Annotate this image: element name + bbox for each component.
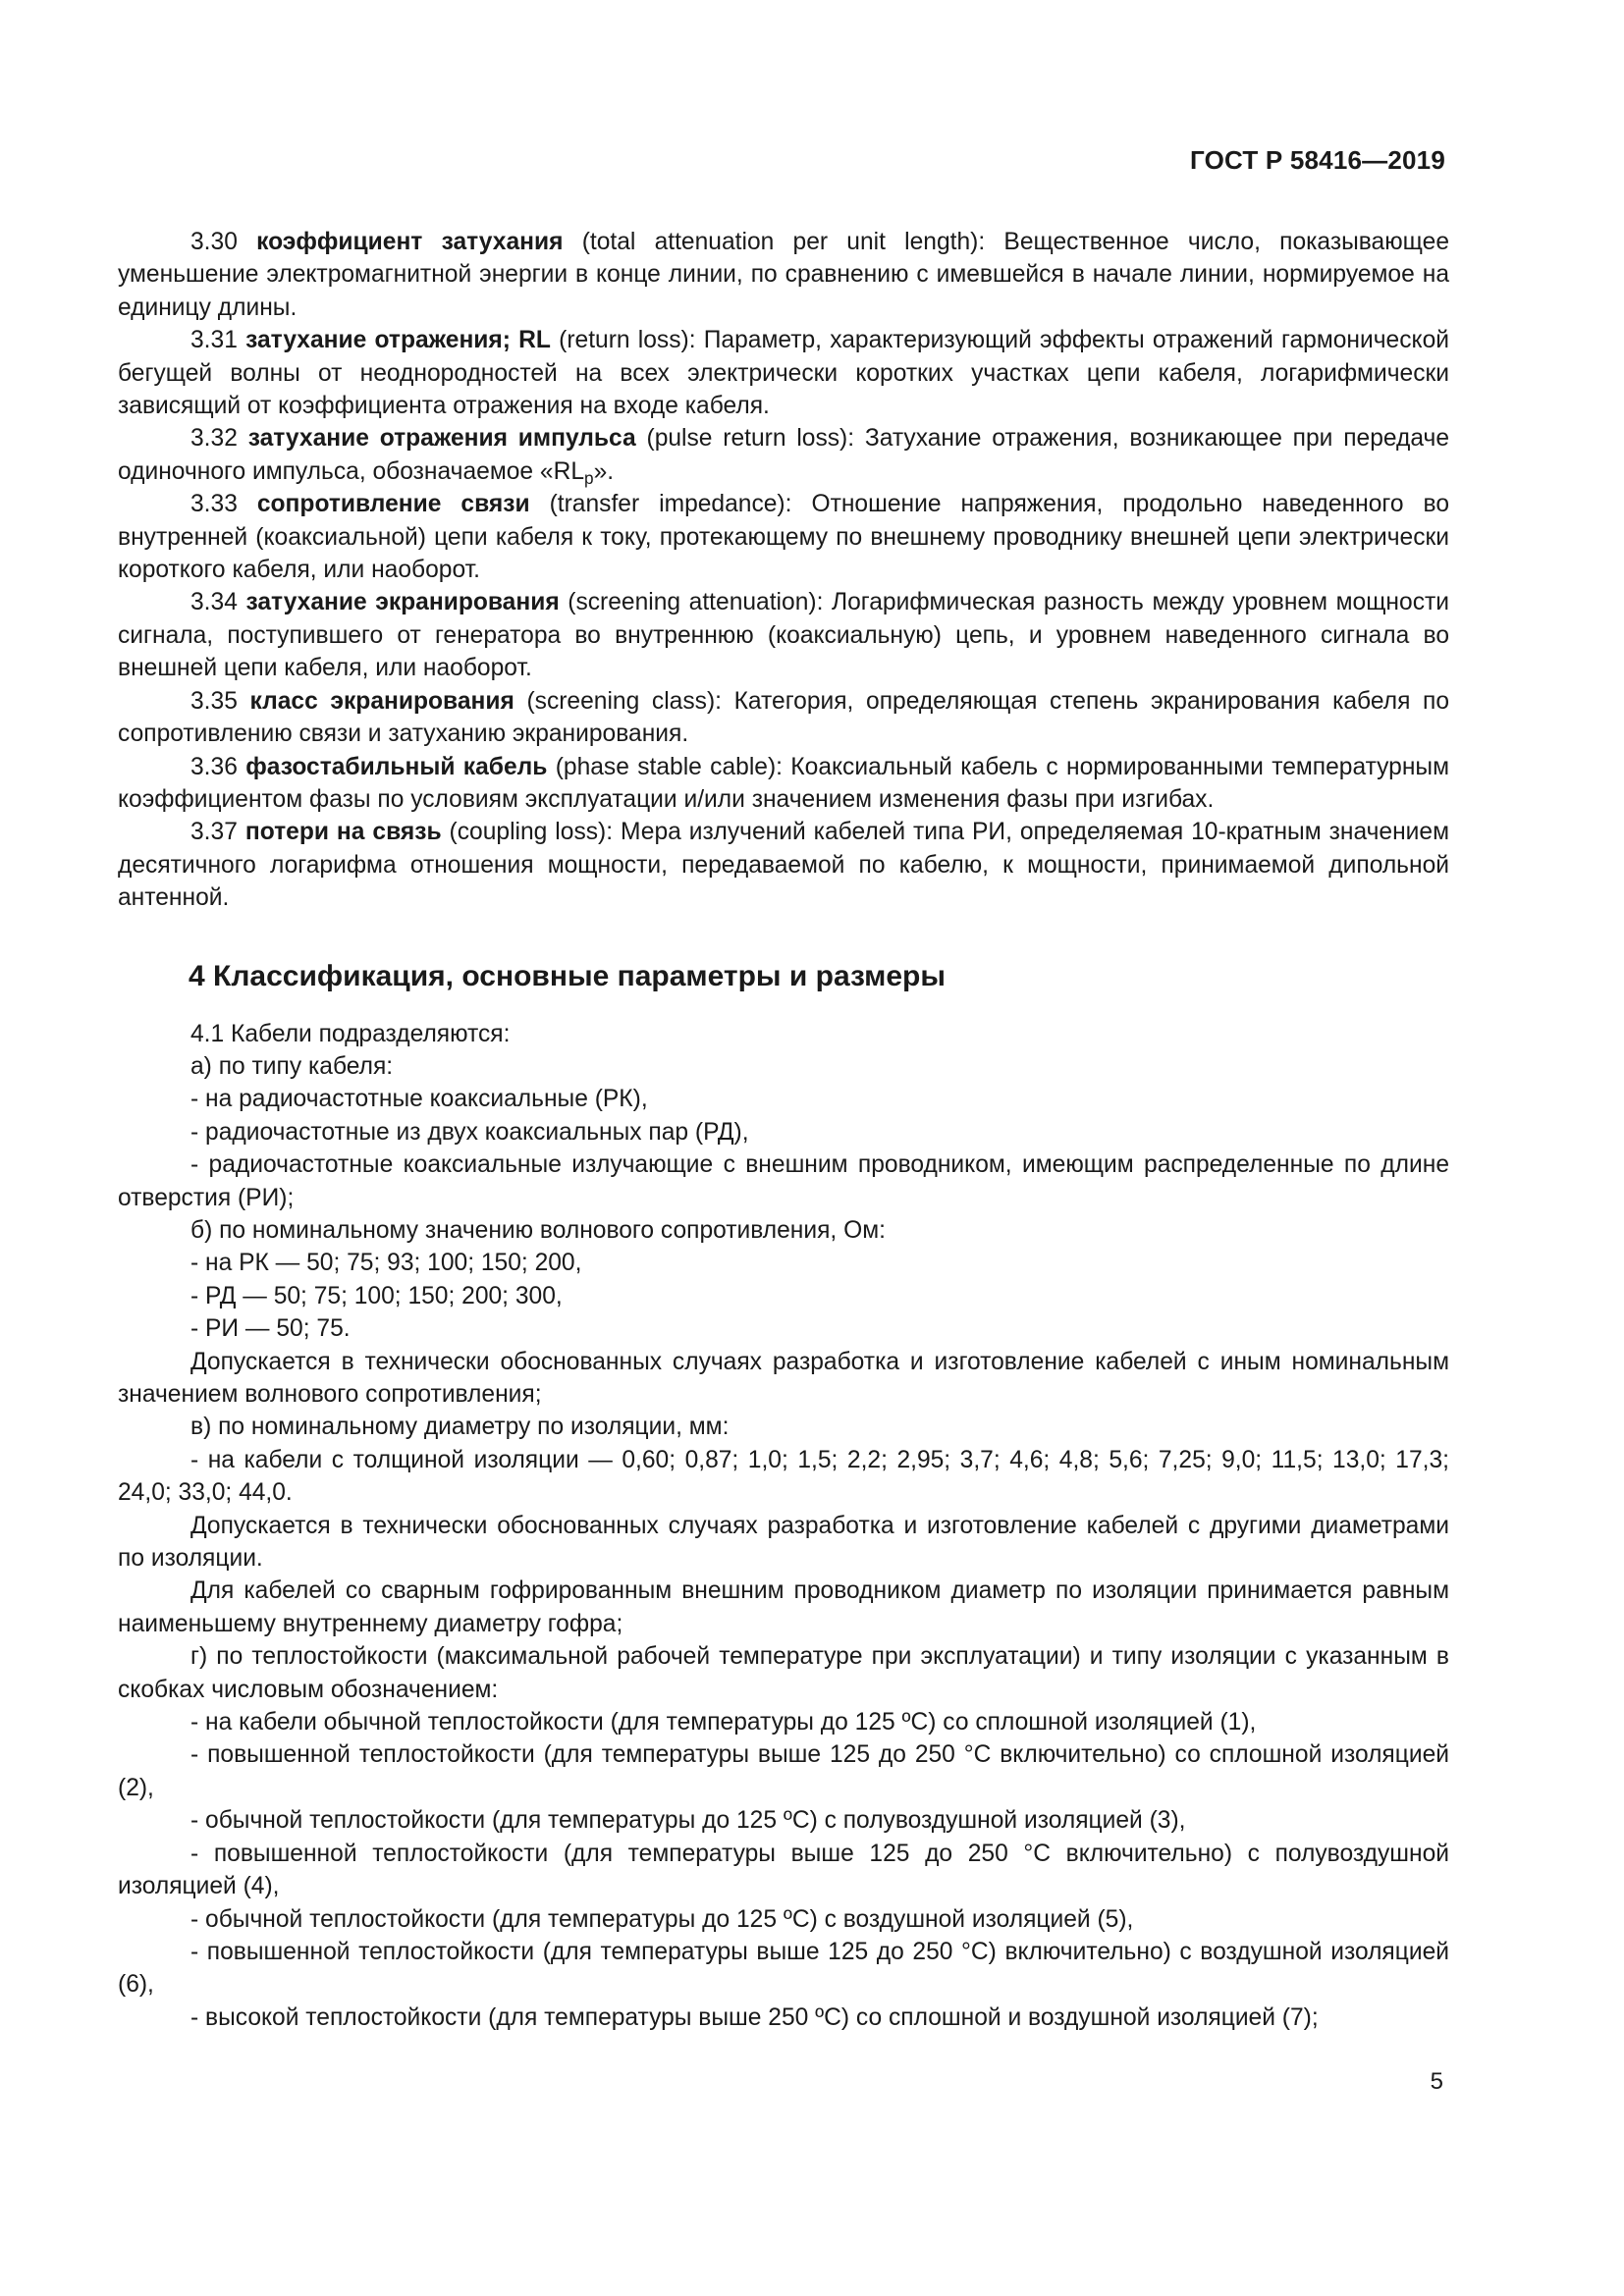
definition-number: 3.36 [190, 753, 238, 780]
definition-text: (total attenuation per unit length): Вещественное число, показывающее уменьшение электромагнитной энергии в конце линии, по сравнению с имевшейся в начале линии, нормируемое на единицу длины. [118, 229, 1449, 321]
definition-3-36 [118, 751, 1449, 817]
definition-3-37 [118, 816, 1449, 914]
paragraph: - РИ — 50; 75. [190, 1315, 351, 1343]
paragraph: Допускается в технически обоснованных случаях разработка и изготовление кабелей с иным номинальным значением волнового сопротивления; [118, 1348, 1449, 1408]
definition-term: потери на связь [244, 819, 442, 846]
paragraph: - повышенной теплостойкости (для температуры выше 125 до 250 °С включительно) со сплошной изоляцией (2), [118, 1741, 1449, 1801]
definition-text: (phase stable cable): Коаксиальный кабель с нормированными температурным коэффициентом фазы по условиям эксплуатации и/или значением изменения фазы при изгибах. [118, 753, 1449, 813]
paragraph: - на кабели с толщиной изоляции — 0,60; 0,87; 1,0; 1,5; 2,2; 2,95; 3,7; 4,6; 4,8; 5,6; 7,25; 9,0; 11,5; 13,0; 17,3; 24,0; 33,0; 44,0. [118, 1446, 1449, 1507]
definition-3-33 [118, 488, 1449, 586]
definition-3-32 [118, 422, 1449, 488]
definition-number: 3.34 [190, 589, 238, 616]
definition-text: (pulse return loss): Затухание отражения, возникающее при передаче одиночного импульса, обозначаемое «RL [118, 425, 1450, 485]
page-number: 5 [1430, 2068, 1443, 2095]
paragraph: - обычной теплостойкости (для температуры до 125 ºС) с полувоздушной изоляцией (3), [190, 1807, 1186, 1835]
paragraph: а) по типу кабеля: [190, 1052, 394, 1080]
definition-number: 3.35 [190, 687, 238, 715]
definition-number: 3.31 [190, 327, 238, 354]
definition-number: 3.32 [190, 425, 238, 453]
definition-term: сопротивление связи [256, 491, 530, 518]
definition-number: 3.37 [190, 819, 238, 846]
paragraph: - радиочастотные из двух коаксиальных пар (РД), [190, 1118, 749, 1146]
definitions-list [118, 226, 1449, 915]
definition-term: класс экранирования [249, 687, 514, 715]
definition-subscript: p [584, 468, 594, 488]
paragraph: - высокой теплостойкости (для температуры выше 250 ºС) со сплошной и воздушной изоляцией (7); [190, 2003, 1319, 2031]
definition-term: коэффициент затухания [256, 229, 564, 255]
definition-term: фазостабильный кабель [245, 753, 548, 780]
paragraph: - на РК — 50; 75; 93; 100; 150; 200, [190, 1250, 582, 1277]
paragraph: - на кабели обычной теплостойкости (для температуры до 125 ºС) со сплошной изоляцией (1), [190, 1709, 1257, 1736]
definition-text: (screening class): Категория, определяющая степень экранирования кабеля по сопротивлению связи и затуханию экранирования. [118, 687, 1450, 748]
definition-number: 3.33 [190, 491, 238, 518]
page-content [118, 226, 1449, 2034]
definition-text: (return loss): Параметр, характеризующий эффекты отражений гармонической бегущей волны от неоднородностей на всех электрически коротких участках цепи кабеля, логарифмически зависящий от коэффициента отражения на входе кабеля. [118, 327, 1449, 420]
paragraph: Допускается в технически обоснованных случаях разработка и изготовление кабелей с другими диаметрами по изоляции. [118, 1512, 1449, 1573]
definition-term: затухание экранирования [245, 589, 560, 616]
paragraph: - обычной теплостойкости (для температуры до 125 ºС) с воздушной изоляцией (5), [190, 1905, 1134, 1933]
definition-3-35 [118, 685, 1449, 751]
definition-term: затухание отражения; RL [245, 327, 551, 354]
definition-tail: ». [593, 457, 615, 485]
definition-term: затухание отражения импульса [247, 425, 636, 453]
definition-number: 3.30 [190, 229, 238, 255]
paragraph: Для кабелей со сварным гофрированным внешним проводником диаметр по изоляции принимается равным наименьшему внутреннему диаметру гофра; [118, 1577, 1449, 1637]
paragraph: - РД — 50; 75; 100; 150; 200; 300, [190, 1282, 563, 1309]
document-code-header: ГОСТ Р 58416—2019 [1190, 145, 1445, 175]
paragraph: - радиочастотные коаксиальные излучающие с внешним проводником, имеющим распределенные по длине отверстия (РИ); [118, 1151, 1449, 1211]
definition-text: (transfer impedance): Отношение напряжения, продольно наведенного во внутренней (коаксиальной) цепи кабеля к току, протекающему по внешнему проводнику внешней цепи электрически короткого кабеля, или наоборот. [118, 491, 1449, 584]
section-body [118, 1018, 1449, 2035]
paragraph: в) по номинальному диаметру по изоляции, мм: [190, 1414, 730, 1441]
section-heading: 4 Классификация, основные параметры и размеры [189, 959, 947, 992]
paragraph: б) по номинальному значению волнового сопротивления, Ом: [190, 1216, 886, 1244]
paragraph: - на радиочастотные коаксиальные (РК), [190, 1086, 648, 1113]
definition-3-31 [118, 324, 1449, 422]
paragraph: - повышенной теплостойкости (для температуры выше 125 до 250 °С включительно) с полувоздушной изоляцией (4), [118, 1840, 1449, 1900]
definition-text: (screening attenuation): Логарифмическая разность между уровнем мощности сигнала, поступившего от генератора во внутреннюю (коаксиальную) цепь, и уровнем наведенного сигнала во внешней цепи кабеля, или наоборот. [118, 589, 1449, 682]
paragraph: г) по теплостойкости (максимальной рабочей температуре при эксплуатации) и типу изоляции с указанным в скобках числовым обозначением: [118, 1643, 1449, 1703]
definition-3-34 [118, 586, 1449, 684]
definition-3-30 [118, 226, 1449, 324]
paragraph: 4.1 Кабели подразделяются: [190, 1020, 511, 1047]
paragraph: - повышенной теплостойкости (для температуры выше 125 до 250 °С) включительно) с воздушной изоляцией (6), [118, 1938, 1449, 1999]
definition-text: (coupling loss): Мера излучений кабелей типа РИ, определяемая 10-кратным значением десятичного логарифма отношения мощности, передаваемой по кабелю, к мощности, принимаемой дипольной антенной. [118, 819, 1449, 912]
